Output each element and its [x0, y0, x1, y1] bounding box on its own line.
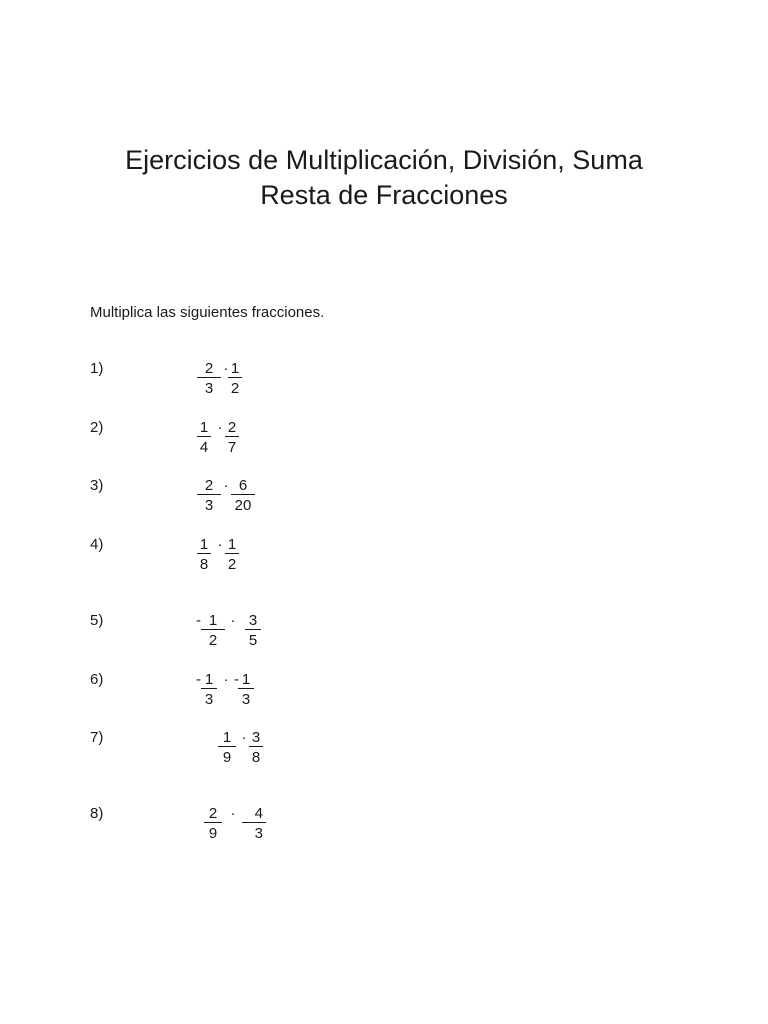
- fraction-2: [245, 612, 261, 651]
- fraction-2-numerator: 6: [238, 477, 248, 494]
- fraction-2-denominator: 7: [227, 439, 237, 456]
- fraction-1: [201, 671, 217, 710]
- exercise-number: 3): [90, 477, 104, 494]
- fraction-1: [197, 360, 221, 399]
- fraction-2-bar: [225, 553, 239, 554]
- exercise-number: 8): [90, 805, 104, 822]
- fraction-1-denominator: 9: [208, 825, 218, 842]
- fraction-1-denominator: 8: [199, 556, 209, 573]
- exercise-5: [90, 612, 390, 652]
- fraction-1: [197, 536, 211, 575]
- fraction-2-numerator: 1: [227, 536, 237, 553]
- fraction-2-denominator: 3: [241, 691, 251, 708]
- fraction-2-numerator: 1: [241, 671, 251, 688]
- fraction-1-numerator: 2: [204, 477, 214, 494]
- exercise-number: 4): [90, 536, 104, 553]
- fraction-1-bar: [197, 494, 221, 495]
- fraction-2-numerator: 2: [227, 419, 237, 436]
- fraction-2: [225, 536, 239, 575]
- fraction-1-numerator: 1: [204, 671, 214, 688]
- fraction-2-numerator: 1: [230, 360, 240, 377]
- fraction-2: [225, 419, 239, 458]
- fraction-1: [197, 419, 211, 458]
- exercise-number: 7): [90, 729, 104, 746]
- multiply-operator: ·: [223, 671, 229, 688]
- fraction-1-numerator: 1: [199, 536, 209, 553]
- fraction-1-bar: [201, 688, 217, 689]
- fraction-2-bar: [225, 436, 239, 437]
- fraction-1-bar: [218, 746, 236, 747]
- exercise-number: 2): [90, 419, 104, 436]
- fraction-2-denominator: 8: [251, 749, 261, 766]
- fraction-2: [228, 360, 242, 399]
- fraction-1-numerator: 2: [208, 805, 218, 822]
- fraction-2-bar: [242, 822, 266, 823]
- fraction-2: [242, 805, 266, 844]
- exercise-number: 5): [90, 612, 104, 629]
- fraction-2-bar: [231, 494, 255, 495]
- fraction-1-denominator: 9: [222, 749, 232, 766]
- fraction-1-denominator: 3: [204, 691, 214, 708]
- fraction-1-bar: [197, 436, 211, 437]
- fraction-2-bar: [245, 629, 261, 630]
- exercise-4: [90, 536, 390, 576]
- fraction-2-numerator: 3: [248, 612, 258, 629]
- fraction-2-bar: [249, 746, 263, 747]
- multiply-operator: ·: [241, 729, 247, 746]
- fraction-1: [204, 805, 222, 844]
- title-line-2: Resta de Fracciones: [260, 180, 508, 210]
- exercise-8: [90, 805, 390, 845]
- multiply-operator: ·: [230, 805, 236, 822]
- exercise-number: 6): [90, 671, 104, 688]
- fraction-1-denominator: 2: [208, 632, 218, 649]
- fraction-2-denominator: 2: [227, 556, 237, 573]
- multiply-operator: ·: [230, 612, 236, 629]
- fraction-1-bar: [201, 629, 225, 630]
- fraction-1-denominator: 3: [204, 497, 214, 514]
- fraction-2-denominator: 20: [234, 497, 252, 514]
- fraction-1-bar: [197, 377, 221, 378]
- fraction-1-numerator: 1: [222, 729, 232, 746]
- fraction-1-numerator: 2: [204, 360, 214, 377]
- fraction-2-denominator: 2: [230, 380, 240, 397]
- fraction-1-bar: [197, 553, 211, 554]
- exercise-7: [90, 729, 390, 769]
- fraction-2-numerator: 3: [251, 729, 261, 746]
- fraction-1-denominator: 4: [199, 439, 209, 456]
- fraction-2-bar: [238, 688, 254, 689]
- multiply-operator: ·: [223, 477, 229, 494]
- exercise-2: [90, 419, 390, 459]
- fraction-2-numerator: 4: [254, 805, 263, 822]
- exercise-number: 1): [90, 360, 104, 377]
- fraction-2: [249, 729, 263, 768]
- fraction-2-denominator: 3: [254, 825, 263, 842]
- fraction-1: [197, 477, 221, 516]
- fraction-1-numerator: 1: [208, 612, 218, 629]
- instruction-text: Multiplica las siguientes fracciones.: [90, 304, 325, 321]
- fraction-2: [238, 671, 254, 710]
- fraction-1-numerator: 1: [199, 419, 209, 436]
- fraction-1-sign: -: [196, 612, 201, 629]
- fraction-2-denominator: 5: [248, 632, 258, 649]
- title-line-1: Ejercicios de Multiplicación, División, Suma: [125, 145, 643, 175]
- multiply-operator: ·: [217, 536, 223, 553]
- fraction-2-bar: [228, 377, 242, 378]
- fraction-2: [231, 477, 255, 516]
- exercise-6: [90, 671, 390, 711]
- fraction-1-bar: [204, 822, 222, 823]
- exercise-3: [90, 477, 390, 517]
- fraction-2-sign: -: [234, 671, 239, 688]
- multiply-operator: ·: [223, 360, 229, 377]
- multiply-operator: ·: [217, 419, 223, 436]
- fraction-1: [201, 612, 225, 651]
- exercise-1: [90, 360, 390, 400]
- fraction-1-denominator: 3: [204, 380, 214, 397]
- fraction-1-sign: -: [196, 671, 201, 688]
- page-title: [0, 143, 768, 213]
- fraction-1: [218, 729, 236, 768]
